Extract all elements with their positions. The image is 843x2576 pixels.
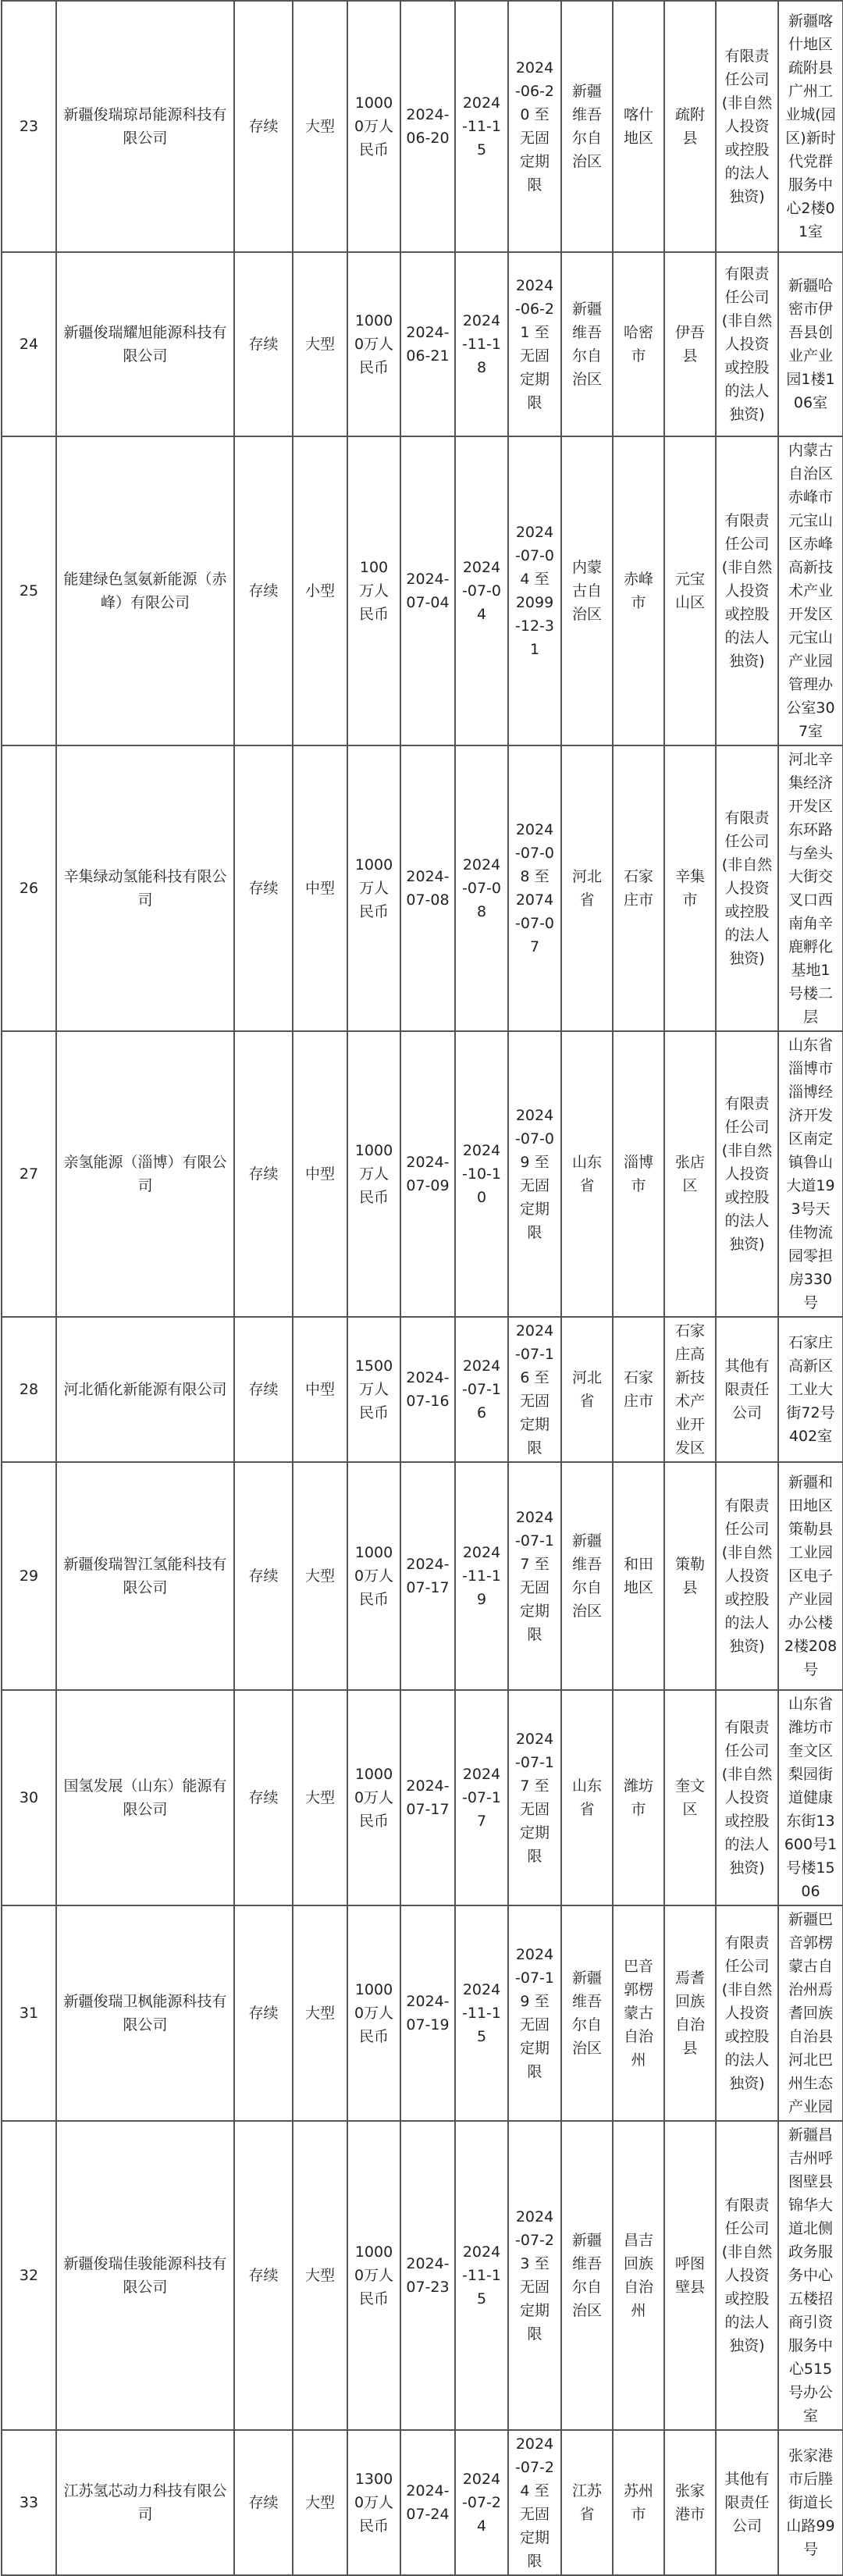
status-cell: 存续 [234,1031,293,1317]
company-name-cell: 亲氢能源（淄博）有限公司 [56,1031,234,1317]
establish-date-cell: 2024-06-21 [400,252,455,436]
status-cell: 存续 [234,1905,293,2121]
city-cell: 赤峰市 [613,436,664,745]
company-type-cell: 有限责任公司(非自然人投资或控股的法人独资) [716,252,778,436]
row-number-cell: 28 [2,1317,56,1462]
row-number-cell: 30 [2,1690,56,1905]
company-type-cell: 有限责任公司(非自然人投资或控股的法人独资) [716,1690,778,1905]
city-cell: 哈密市 [613,252,664,436]
district-cell: 张家港市 [664,2430,716,2575]
city-cell: 石家庄市 [613,745,664,1031]
address-cell: 山东省潍坊市奎文区梨园街道健康东街13600号1号楼1506 [778,1690,843,1905]
enterprise-table [1,0,843,2576]
company-type-cell: 有限责任公司(非自然人投资或控股的法人独资) [716,436,778,745]
business-term-cell: 2024-07-23 至 无固定期限 [508,2121,561,2430]
address-cell: 河北辛集经济开发区东环路与垒头大街交叉口西南角辛鹿孵化基地1号楼二层 [778,745,843,1031]
province-cell: 内蒙古自治区 [561,436,613,745]
business-term-cell: 2024-07-24 至 无固定期限 [508,2430,561,2575]
row-number-cell: 29 [2,1462,56,1690]
company-name-cell: 国氢发展（山东）能源有限公司 [56,1690,234,1905]
establish-date-cell: 2024-06-20 [400,1,455,252]
city-cell: 和田地区 [613,1462,664,1690]
province-cell: 山东省 [561,1690,613,1905]
row-number-cell: 33 [2,2430,56,2575]
row-number-cell: 25 [2,436,56,745]
registered-capital-cell: 1000万人民币 [347,1031,400,1317]
business-term-cell: 2024-07-04 至 2099-12-31 [508,436,561,745]
table-row [2,1462,843,1690]
status-cell: 存续 [234,1462,293,1690]
approval-date-cell: 2024-07-08 [455,745,508,1031]
establish-date-cell: 2024-07-24 [400,2430,455,2575]
company-type-cell: 有限责任公司(非自然人投资或控股的法人独资) [716,1905,778,2121]
company-name-cell: 河北循化新能源有限公司 [56,1317,234,1462]
status-cell: 存续 [234,745,293,1031]
address-cell: 新疆昌吉州呼图壁县锦华大道北侧政务服务中心五楼招商引资服务中心515号办公室 [778,2121,843,2430]
company-type-cell: 有限责任公司(非自然人投资或控股的法人独资) [716,745,778,1031]
status-cell: 存续 [234,2121,293,2430]
district-cell: 伊吾县 [664,252,716,436]
scale-cell: 中型 [293,1317,347,1462]
establish-date-cell: 2024-07-16 [400,1317,455,1462]
company-name-cell: 能建绿色氢氨新能源（赤峰）有限公司 [56,436,234,745]
table-row [2,2430,843,2575]
row-number-cell: 32 [2,2121,56,2430]
province-cell: 新疆维吾尔自治区 [561,252,613,436]
company-type-cell: 其他有限责任公司 [716,1317,778,1462]
status-cell: 存续 [234,1317,293,1462]
province-cell: 河北省 [561,1317,613,1462]
row-number-cell: 26 [2,745,56,1031]
address-cell: 新疆和田地区策勒县工业园区电子产业园办公楼2楼208号 [778,1462,843,1690]
district-cell: 奎文区 [664,1690,716,1905]
company-type-cell: 有限责任公司(非自然人投资或控股的法人独资) [716,1031,778,1317]
scale-cell: 大型 [293,2430,347,2575]
table-row [2,1905,843,2121]
company-name-cell: 新疆俊瑞卫枫能源科技有限公司 [56,1905,234,2121]
scale-cell: 大型 [293,1690,347,1905]
city-cell: 昌吉回族自治州 [613,2121,664,2430]
establish-date-cell: 2024-07-17 [400,1690,455,1905]
city-cell: 淄博市 [613,1031,664,1317]
city-cell: 巴音郭楞蒙古自治州 [613,1905,664,2121]
province-cell: 新疆维吾尔自治区 [561,2121,613,2430]
approval-date-cell: 2024-11-19 [455,1462,508,1690]
registered-capital-cell: 10000万人民币 [347,1462,400,1690]
business-term-cell: 2024-06-21 至 无固定期限 [508,252,561,436]
table-row [2,1031,843,1317]
address-cell: 新疆哈密市伊吾县创业产业园1楼106室 [778,252,843,436]
address-cell: 新疆巴音郭楞蒙古自治州焉耆回族自治县河北巴州生态产业园 [778,1905,843,2121]
status-cell: 存续 [234,1690,293,1905]
table-body [2,1,843,2575]
approval-date-cell: 2024-07-24 [455,2430,508,2575]
registered-capital-cell: 1000万人民币 [347,745,400,1031]
district-cell: 策勒县 [664,1462,716,1690]
address-cell: 内蒙古自治区赤峰市元宝山区赤峰高新技术产业开发区元宝山产业园管理办公室307室 [778,436,843,745]
table-row [2,1,843,252]
scale-cell: 大型 [293,2121,347,2430]
row-number-cell: 27 [2,1031,56,1317]
status-cell: 存续 [234,1,293,252]
row-number-cell: 31 [2,1905,56,2121]
table-row [2,2121,843,2430]
table-row [2,745,843,1031]
establish-date-cell: 2024-07-04 [400,436,455,745]
approval-date-cell: 2024-07-04 [455,436,508,745]
address-cell: 张家港市后塍街道长山路99号 [778,2430,843,2575]
province-cell: 新疆维吾尔自治区 [561,1,613,252]
province-cell: 新疆维吾尔自治区 [561,1462,613,1690]
row-number-cell: 23 [2,1,56,252]
district-cell: 疏附县 [664,1,716,252]
establish-date-cell: 2024-07-23 [400,2121,455,2430]
establish-date-cell: 2024-07-19 [400,1905,455,2121]
company-name-cell: 新疆俊瑞佳骏能源科技有限公司 [56,2121,234,2430]
district-cell: 张店区 [664,1031,716,1317]
business-term-cell: 2024-07-17 至 无固定期限 [508,1690,561,1905]
establish-date-cell: 2024-07-09 [400,1031,455,1317]
establish-date-cell: 2024-07-17 [400,1462,455,1690]
establish-date-cell: 2024-07-08 [400,745,455,1031]
province-cell: 江苏省 [561,2430,613,2575]
business-term-cell: 2024-06-20 至 无固定期限 [508,1,561,252]
table-row [2,252,843,436]
registered-capital-cell: 10000万人民币 [347,1690,400,1905]
scale-cell: 小型 [293,436,347,745]
business-term-cell: 2024-07-09 至 无固定期限 [508,1031,561,1317]
province-cell: 河北省 [561,745,613,1031]
registered-capital-cell: 1500万人民币 [347,1317,400,1462]
district-cell: 呼图壁县 [664,2121,716,2430]
company-name-cell: 辛集绿动氢能科技有限公司 [56,745,234,1031]
district-cell: 辛集市 [664,745,716,1031]
status-cell: 存续 [234,2430,293,2575]
province-cell: 山东省 [561,1031,613,1317]
business-term-cell: 2024-07-16 至 无固定期限 [508,1317,561,1462]
address-cell: 新疆喀什地区疏附县广州工业城(园区)新时代党群服务中心2楼01室 [778,1,843,252]
company-name-cell: 新疆俊瑞琼昂能源科技有限公司 [56,1,234,252]
approval-date-cell: 2024-07-16 [455,1317,508,1462]
company-name-cell: 江苏氢芯动力科技有限公司 [56,2430,234,2575]
district-cell: 焉耆回族自治县 [664,1905,716,2121]
district-cell: 石家庄高新技术产业开发区 [664,1317,716,1462]
status-cell: 存续 [234,436,293,745]
company-type-cell: 有限责任公司(非自然人投资或控股的法人独资) [716,2121,778,2430]
scale-cell: 大型 [293,1462,347,1690]
registered-capital-cell: 100万人民币 [347,436,400,745]
city-cell: 石家庄市 [613,1317,664,1462]
registered-capital-cell: 13000万人民币 [347,2430,400,2575]
approval-date-cell: 2024-11-15 [455,2121,508,2430]
scale-cell: 中型 [293,745,347,1031]
city-cell: 喀什地区 [613,1,664,252]
scale-cell: 中型 [293,1031,347,1317]
scale-cell: 大型 [293,1905,347,2121]
company-name-cell: 新疆俊瑞智江氢能科技有限公司 [56,1462,234,1690]
table-row [2,1317,843,1462]
row-number-cell: 24 [2,252,56,436]
city-cell: 苏州市 [613,2430,664,2575]
approval-date-cell: 2024-10-10 [455,1031,508,1317]
district-cell: 元宝山区 [664,436,716,745]
business-term-cell: 2024-07-19 至 无固定期限 [508,1905,561,2121]
status-cell: 存续 [234,252,293,436]
approval-date-cell: 2024-07-17 [455,1690,508,1905]
scale-cell: 大型 [293,1,347,252]
company-type-cell: 其他有限责任公司 [716,2430,778,2575]
table-row [2,1690,843,1905]
registered-capital-cell: 10000万人民币 [347,2121,400,2430]
business-term-cell: 2024-07-08 至 2074-07-07 [508,745,561,1031]
province-cell: 新疆维吾尔自治区 [561,1905,613,2121]
table-row [2,436,843,745]
approval-date-cell: 2024-11-18 [455,252,508,436]
approval-date-cell: 2024-11-15 [455,1,508,252]
address-cell: 石家庄高新区工业大街72号402室 [778,1317,843,1462]
company-type-cell: 有限责任公司(非自然人投资或控股的法人独资) [716,1,778,252]
approval-date-cell: 2024-11-15 [455,1905,508,2121]
city-cell: 潍坊市 [613,1690,664,1905]
scale-cell: 大型 [293,252,347,436]
company-type-cell: 有限责任公司(非自然人投资或控股的法人独资) [716,1462,778,1690]
company-name-cell: 新疆俊瑞耀旭能源科技有限公司 [56,252,234,436]
registered-capital-cell: 10000万人民币 [347,1905,400,2121]
registered-capital-cell: 10000万人民币 [347,252,400,436]
business-term-cell: 2024-07-17 至 无固定期限 [508,1462,561,1690]
registered-capital-cell: 10000万人民币 [347,1,400,252]
address-cell: 山东省淄博市淄博经济开发区南定镇鲁山大道193号天佳物流园零担房330号 [778,1031,843,1317]
